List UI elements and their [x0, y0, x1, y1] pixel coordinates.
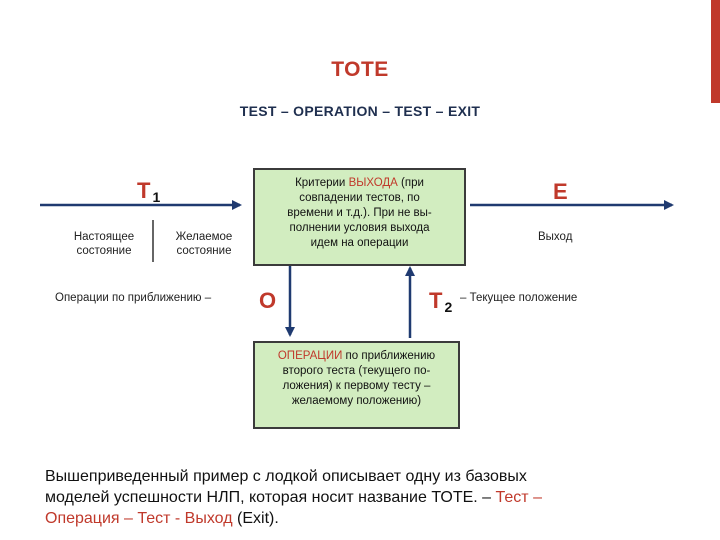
- o-label: O: [259, 288, 277, 313]
- t2-label: T $_2$: [429, 288, 453, 315]
- operations-box: ОПЕРАЦИИ по приближению второго теста (текущего по- ложения) к первому тесту – желаемому положению): [253, 341, 460, 429]
- caption-text: Вышеприведенный пример с лодкой описывает одну из базовых моделей успешности НЛП, которая носит название ТОТЕ. – Тест – Операция – Тест - Выход (Exit).: [45, 468, 542, 527]
- operations-approx-label: Операции по приближению –: [55, 292, 212, 304]
- exit-criteria-box: Критерии ВЫХОДА (при совпадении тестов, по времени и т.д.). При не вы- полнении условия выхода идем на операции: [253, 168, 466, 266]
- page-title: TOTE: [331, 58, 389, 81]
- exit-label: Выход: [538, 231, 573, 243]
- page-subtitle: TEST – OPERATION – TEST – EXIT: [239, 103, 481, 119]
- t1-label: T $_1$: [137, 178, 161, 205]
- current-state-label: Настоящее состояние: [73, 231, 135, 257]
- desired-state-label: Желаемое состояние: [175, 231, 233, 257]
- current-position-label: – Текущее положение: [460, 292, 578, 304]
- e-label: E: [553, 179, 568, 204]
